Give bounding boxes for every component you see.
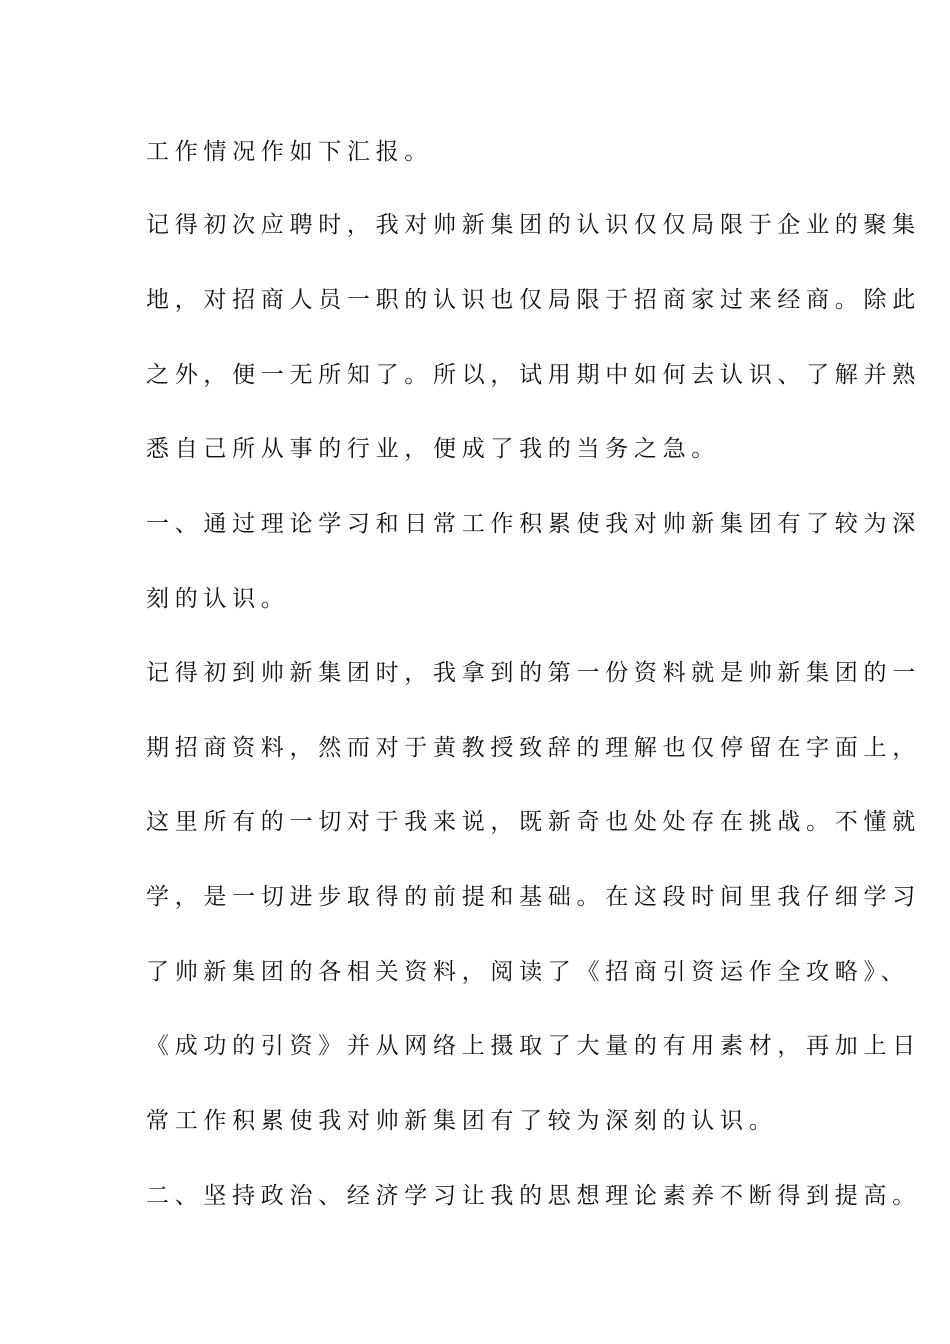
text-line: 之外，便一无所知了。所以，试用期中如何去认识、了解并熟 bbox=[146, 362, 921, 388]
text-line: 学，是一切进步取得的前提和基础。在这段时间里我仔细学习 bbox=[146, 884, 921, 910]
text-line: 了帅新集团的各相关资料，阅读了《招商引资运作全攻略》、 bbox=[146, 959, 910, 985]
text-line: 记得初次应聘时，我对帅新集团的认识仅仅局限于企业的聚集 bbox=[146, 212, 921, 238]
text-line: 记得初到帅新集团时，我拿到的第一份资料就是帅新集团的一 bbox=[146, 660, 921, 686]
text-line: 悉自己所从事的行业，便成了我的当务之急。 bbox=[146, 436, 720, 462]
text-line: 期招商资料，然而对于黄教授致辞的理解也仅停留在字面上， bbox=[146, 735, 921, 761]
text-line: 刻的认识。 bbox=[146, 586, 290, 612]
text-line: 一、通过理论学习和日常工作积累使我对帅新集团有了较为深 bbox=[146, 511, 921, 537]
text-line: 《成功的引资》并从网络上摄取了大量的有用素材，再加上日 bbox=[146, 1033, 921, 1059]
text-line: 工作情况作如下汇报。 bbox=[146, 139, 433, 165]
text-line: 常工作积累使我对帅新集团有了较为深刻的认识。 bbox=[146, 1108, 778, 1134]
text-line: 二、坚持政治、经济学习让我的思想理论素养不断得到提高。 bbox=[146, 1183, 921, 1209]
text-line: 这里所有的一切对于我来说，既新奇也处处存在挑战。不懂就 bbox=[146, 809, 921, 835]
text-line: 地，对招商人员一职的认识也仅局限于招商家过来经商。除此 bbox=[146, 287, 921, 313]
